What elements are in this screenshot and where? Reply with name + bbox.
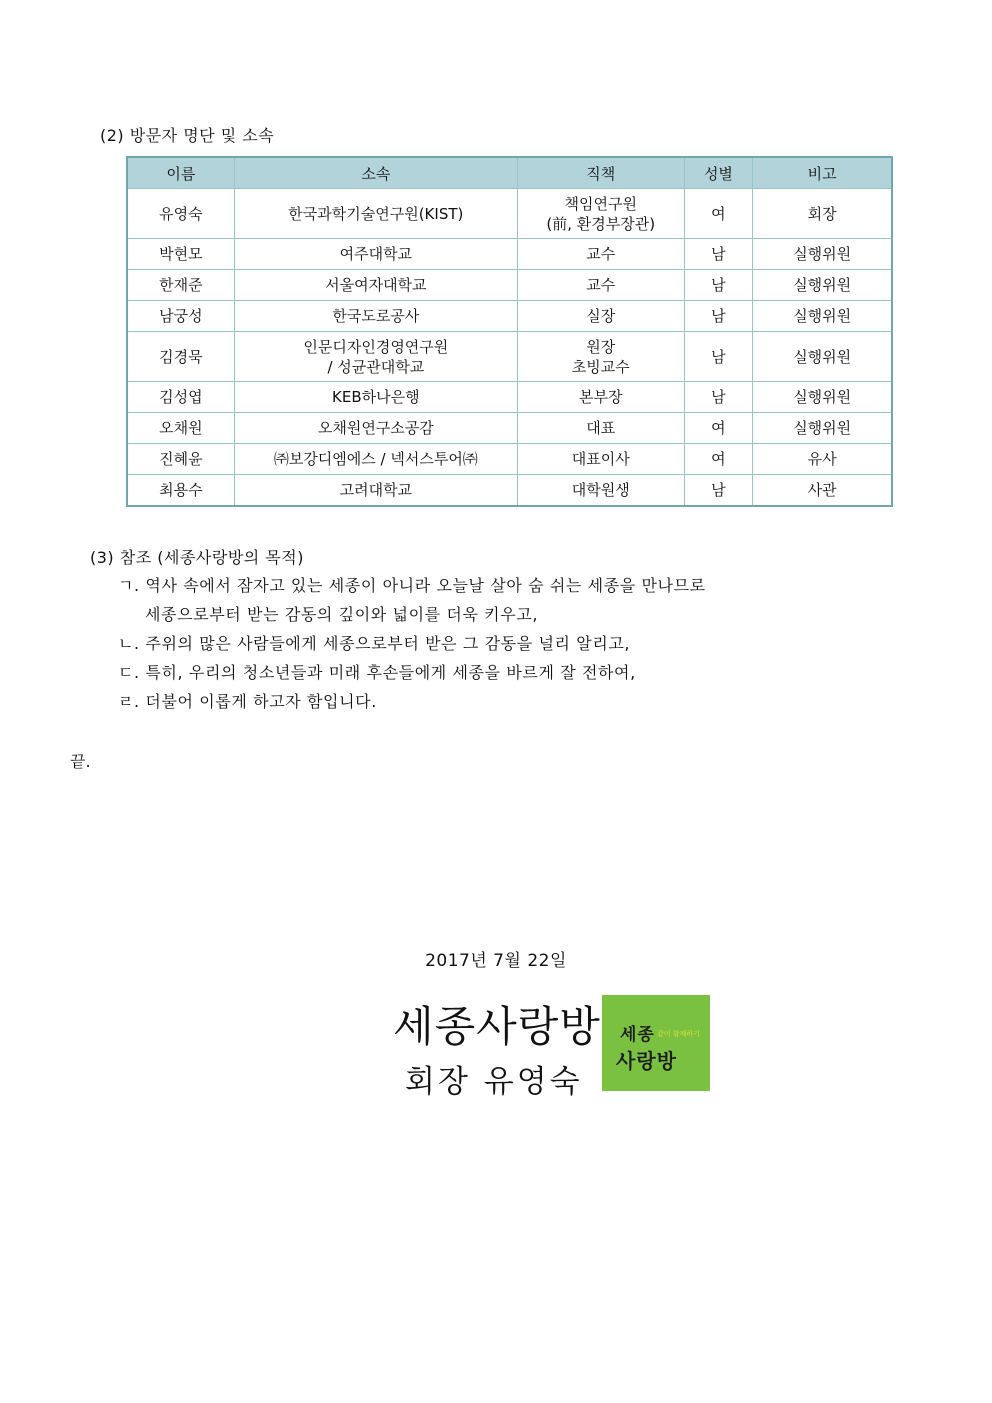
cell-position: 실장 xyxy=(517,301,684,332)
cell-note: 실행위원 xyxy=(753,239,892,270)
org-line: / 성균관대학교 xyxy=(327,357,425,376)
cell-note: 실행위원 xyxy=(753,270,892,301)
cell-gender: 남 xyxy=(684,332,753,382)
cell-org: 서울여자대학교 xyxy=(234,270,517,301)
cell-note: 실행위원 xyxy=(753,301,892,332)
table-row xyxy=(127,189,892,239)
list-item: ㄷ. 특히, 우리의 청소년들과 미래 후손들에게 세종을 바르게 잘 전하여, xyxy=(118,663,636,682)
cell-name: 김성엽 xyxy=(127,382,234,413)
header-name: 이름 xyxy=(127,157,234,189)
header-org: 소속 xyxy=(234,157,517,189)
cell-org: KEB하나은행 xyxy=(234,382,517,413)
signature-org: 세종사랑방 xyxy=(393,1002,601,1051)
cell-name: 오채원 xyxy=(127,413,234,444)
section2-title: (2) 방문자 명단 및 소속 xyxy=(100,126,275,145)
table-row xyxy=(127,301,892,332)
cell-name: 최용수 xyxy=(127,475,234,507)
position-line: (前, 환경부장관) xyxy=(546,214,656,233)
logo-line1: 세종 xyxy=(620,1025,655,1045)
cell-position xyxy=(517,189,684,239)
document-date: 2017년 7월 22일 xyxy=(425,951,567,971)
cell-org: ㈜보강디엠에스 / 넥서스투어㈜ xyxy=(234,444,517,475)
table-row xyxy=(127,270,892,301)
cell-position: 교수 xyxy=(517,239,684,270)
table-row xyxy=(127,444,892,475)
cell-note: 실행위원 xyxy=(753,332,892,382)
position-line: 책임연구원 xyxy=(564,194,637,213)
header-note: 비고 xyxy=(753,157,892,189)
cell-gender: 남 xyxy=(684,382,753,413)
cell-org: 고려대학교 xyxy=(234,475,517,507)
position-line: 초빙교수 xyxy=(571,357,630,376)
cell-position: 대표이사 xyxy=(517,444,684,475)
table-row xyxy=(127,239,892,270)
list-item: ㄱ. 역사 속에서 잠자고 있는 세종이 아니라 오늘날 살아 숨 쉬는 세종을 만나므로 xyxy=(118,576,706,595)
cell-org: 한국과학기술연구원(KIST) xyxy=(234,189,517,239)
cell-name: 박현모 xyxy=(127,239,234,270)
table-row xyxy=(127,475,892,507)
cell-name: 한재준 xyxy=(127,270,234,301)
position-line: 원장 xyxy=(586,337,616,356)
table-header-row xyxy=(127,157,892,189)
list-item: 세종으로부터 받는 감동의 깊이와 넓이를 더욱 키우고, xyxy=(145,605,539,624)
list-item: ㄹ. 더불어 이롭게 하고자 함입니다. xyxy=(118,692,377,711)
header-position: 직책 xyxy=(517,157,684,189)
header-gender: 성별 xyxy=(684,157,753,189)
cell-position: 대표 xyxy=(517,413,684,444)
table-row xyxy=(127,382,892,413)
cell-note: 실행위원 xyxy=(753,413,892,444)
logo-tagline: 같이 함께하기 xyxy=(657,1030,700,1038)
cell-gender: 남 xyxy=(684,239,753,270)
visitor-table xyxy=(126,156,893,507)
cell-name: 유영숙 xyxy=(127,189,234,239)
cell-gender: 남 xyxy=(684,475,753,507)
cell-name: 진혜윤 xyxy=(127,444,234,475)
cell-gender: 여 xyxy=(684,189,753,239)
cell-gender: 남 xyxy=(684,301,753,332)
cell-name: 남궁성 xyxy=(127,301,234,332)
table-row xyxy=(127,413,892,444)
cell-gender: 남 xyxy=(684,270,753,301)
cell-org: 오채원연구소공감 xyxy=(234,413,517,444)
cell-position: 대학원생 xyxy=(517,475,684,507)
purpose-list xyxy=(118,571,706,716)
signature-president: 회장 유영숙 xyxy=(405,1064,583,1100)
logo-line2: 사랑방 xyxy=(616,1049,677,1073)
org-line: 인문디자인경영연구원 xyxy=(303,337,449,356)
cell-note: 유사 xyxy=(753,444,892,475)
cell-org: 한국도로공사 xyxy=(234,301,517,332)
cell-org xyxy=(234,332,517,382)
cell-gender: 여 xyxy=(684,413,753,444)
cell-note: 사관 xyxy=(753,475,892,507)
end-mark: 끝. xyxy=(70,752,91,771)
list-item: ㄴ. 주위의 많은 사람들에게 세종으로부터 받은 그 감동을 널리 알리고, xyxy=(118,634,631,653)
cell-gender: 여 xyxy=(684,444,753,475)
cell-position: 본부장 xyxy=(517,382,684,413)
cell-note: 회장 xyxy=(753,189,892,239)
sejong-logo xyxy=(602,995,710,1091)
section3-title: (3) 참조 (세종사랑방의 목적) xyxy=(90,548,304,567)
cell-note: 실행위원 xyxy=(753,382,892,413)
table-row xyxy=(127,332,892,382)
cell-org: 여주대학교 xyxy=(234,239,517,270)
cell-name: 김경묵 xyxy=(127,332,234,382)
cell-position xyxy=(517,332,684,382)
cell-position: 교수 xyxy=(517,270,684,301)
